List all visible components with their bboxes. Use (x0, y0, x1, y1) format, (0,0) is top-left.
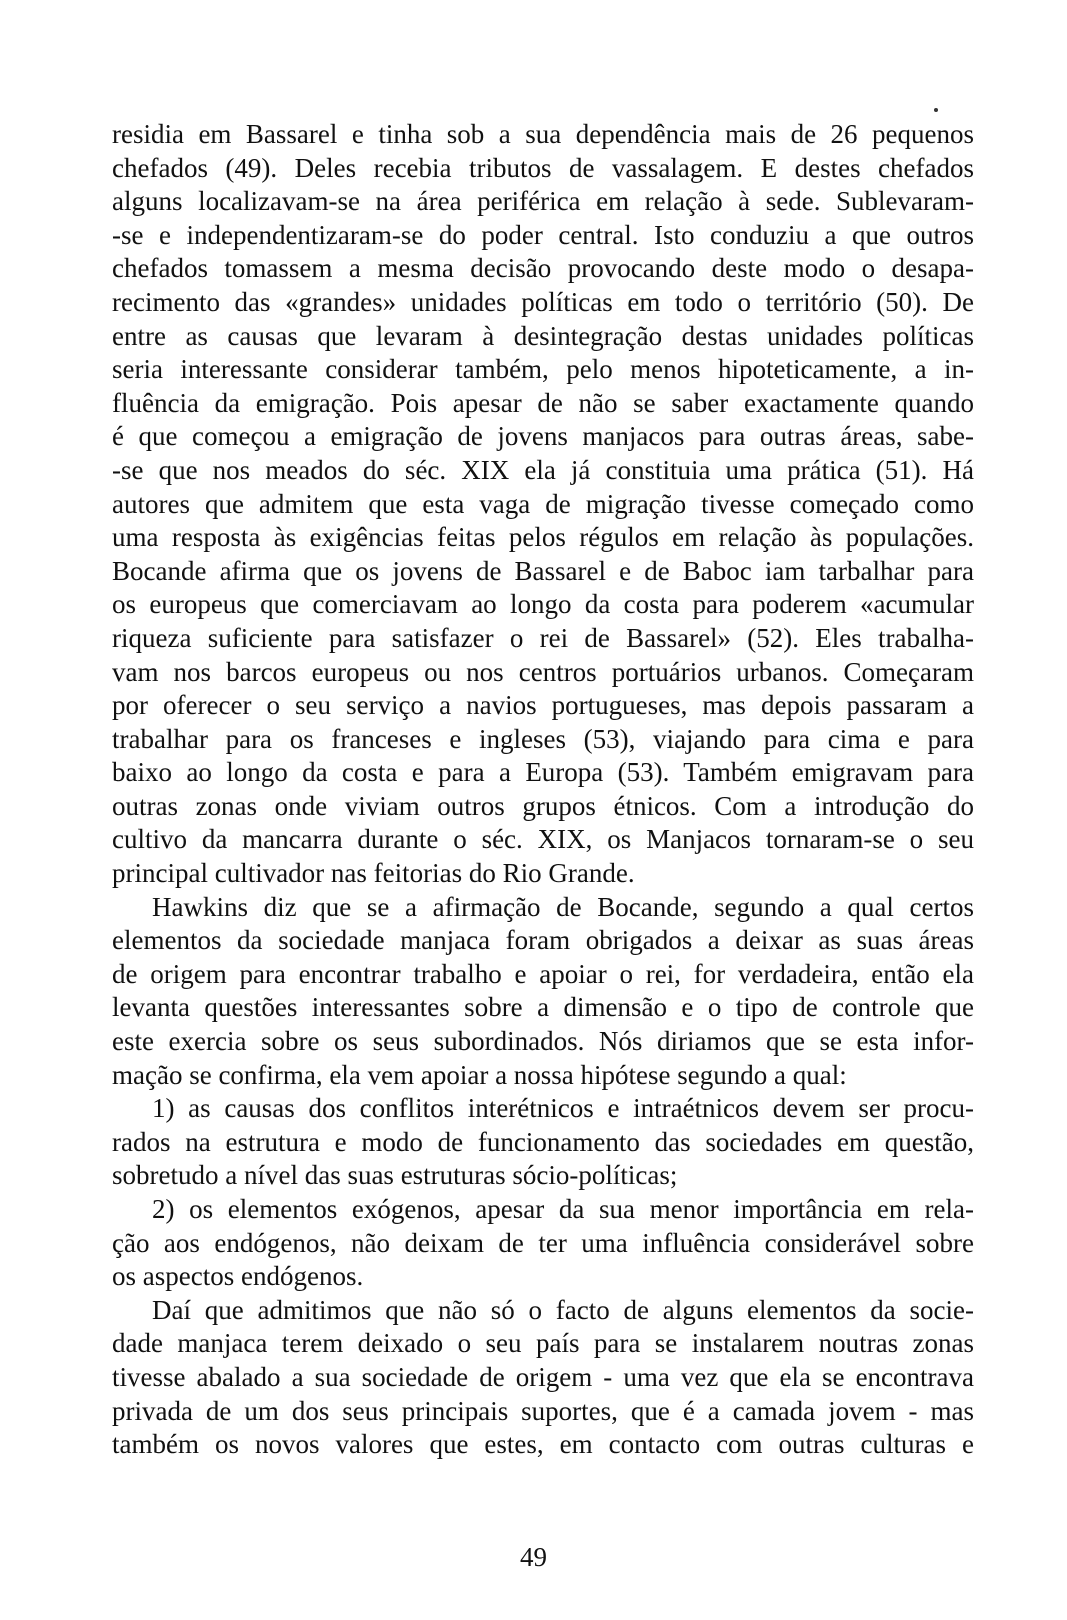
text-line: os europeus que comerciavam ao longo da costa para poderem «acumular (112, 589, 974, 620)
scan-speck (934, 108, 938, 112)
text-line: cultivo da mancarra durante o séc. XIX, os Manjacos tornaram-se o seu (112, 824, 974, 855)
page-body (112, 118, 974, 1462)
text-line: -se que nos meados do séc. XIX ela já constituia uma prática (51). Há (112, 454, 974, 485)
text-line: ção aos endógenos, não deixam de ter uma influência considerável sobre (112, 1227, 974, 1258)
text-line: principal cultivador nas feitorias do Rio Grande. (112, 858, 635, 889)
paragraph (112, 1193, 974, 1294)
text-line: recimento das «grandes» unidades políticas em todo o território (50). De (112, 286, 974, 317)
text-line: autores que admitem que esta vaga de migração tivesse começado como (112, 488, 974, 519)
text-line: trabalhar para os franceses e ingleses (53), viajando para cima e para (112, 723, 974, 754)
text-line: levanta questões interessantes sobre a dimensão e o tipo de controle que (112, 992, 974, 1023)
text-line: mação se confirma, ela vem apoiar a nossa hipótese segundo a qual: (112, 1059, 847, 1090)
text-line: privada de um dos seus principais suportes, que é a camada jovem - mas (112, 1395, 974, 1426)
paragraph (112, 891, 974, 1093)
text-line: este exercia sobre os seus subordinados. Nós diriamos que se esta infor- (112, 1026, 974, 1057)
text-line: residia em Bassarel e tinha sob a sua dependência mais de 26 pequenos (112, 119, 974, 149)
text-line: Daí que admitimos que não só o facto de alguns elementos da socie- (152, 1294, 974, 1325)
paragraph (112, 118, 974, 891)
text-line: uma resposta às exigências feitas pelos régulos em relação às populações. (112, 522, 974, 553)
text-line: Bocande afirma que os jovens de Bassarel e de Baboc iam tarbalhar para (112, 555, 974, 586)
text-line: entre as causas que levaram à desintegração destas unidades políticas (112, 320, 974, 351)
text-line: sobretudo a nível das suas estruturas sócio-políticas; (112, 1160, 678, 1191)
text-line: 2) os elementos exógenos, apesar da sua menor importância em rela- (152, 1194, 974, 1224)
text-line: outras zonas onde viviam outros grupos étnicos. Com a introdução do (112, 790, 974, 821)
text-line: 1) as causas dos conflitos interétnicos e intraétnicos devem ser procu- (152, 1093, 974, 1124)
text-line: também os novos valores que estes, em contacto com outras culturas e (112, 1429, 974, 1460)
text-line: os aspectos endógenos. (112, 1261, 364, 1292)
text-line: rados na estrutura e modo de funcionamento das sociedades em questão, (112, 1126, 974, 1157)
text-line: vam nos barcos europeus ou nos centros portuários urbanos. Começaram (112, 656, 974, 687)
text-line: fluência da emigração. Pois apesar de não se saber exactamente quando (112, 387, 974, 418)
text-line: de origem para encontrar trabalho e apoiar o rei, for verdadeira, então ela (112, 958, 974, 989)
paragraph (112, 1092, 974, 1193)
page-number: 49 (520, 1542, 547, 1572)
text-line: chefados (49). Deles recebia tributos de vassalagem. E destes chefados (112, 152, 974, 183)
text-line: dade manjaca terem deixado o seu país para se instalarem noutras zonas (112, 1328, 974, 1359)
paragraph (112, 1294, 974, 1462)
text-line: tivesse abalado a sua sociedade de origem - uma vez que ela se encontrava (112, 1361, 974, 1392)
text-line: -se e independentizaram-se do poder central. Isto conduziu a que outros (112, 219, 974, 250)
text-line: seria interessante considerar também, pelo menos hipoteticamente, a in- (112, 354, 974, 385)
text-line: por oferecer o seu serviço a navios portugueses, mas depois passaram a (112, 690, 974, 721)
text-line: é que começou a emigração de jovens manjacos para outras áreas, sabe- (112, 421, 974, 452)
text-line: elementos da sociedade manjaca foram obrigados a deixar as suas áreas (112, 925, 974, 956)
text-line: Hawkins diz que se a afirmação de Bocande, segundo a qual certos (152, 891, 974, 922)
text-line: baixo ao longo da costa e para a Europa (53). Também emigravam para (112, 757, 974, 788)
text-line: riqueza suficiente para satisfazer o rei de Bassarel» (52). Eles trabalha- (112, 622, 974, 653)
text-line: alguns localizavam-se na área periférica em relação à sede. Sublevaram- (112, 186, 974, 217)
text-line: chefados tomassem a mesma decisão provocando deste modo o desapa- (112, 253, 974, 284)
